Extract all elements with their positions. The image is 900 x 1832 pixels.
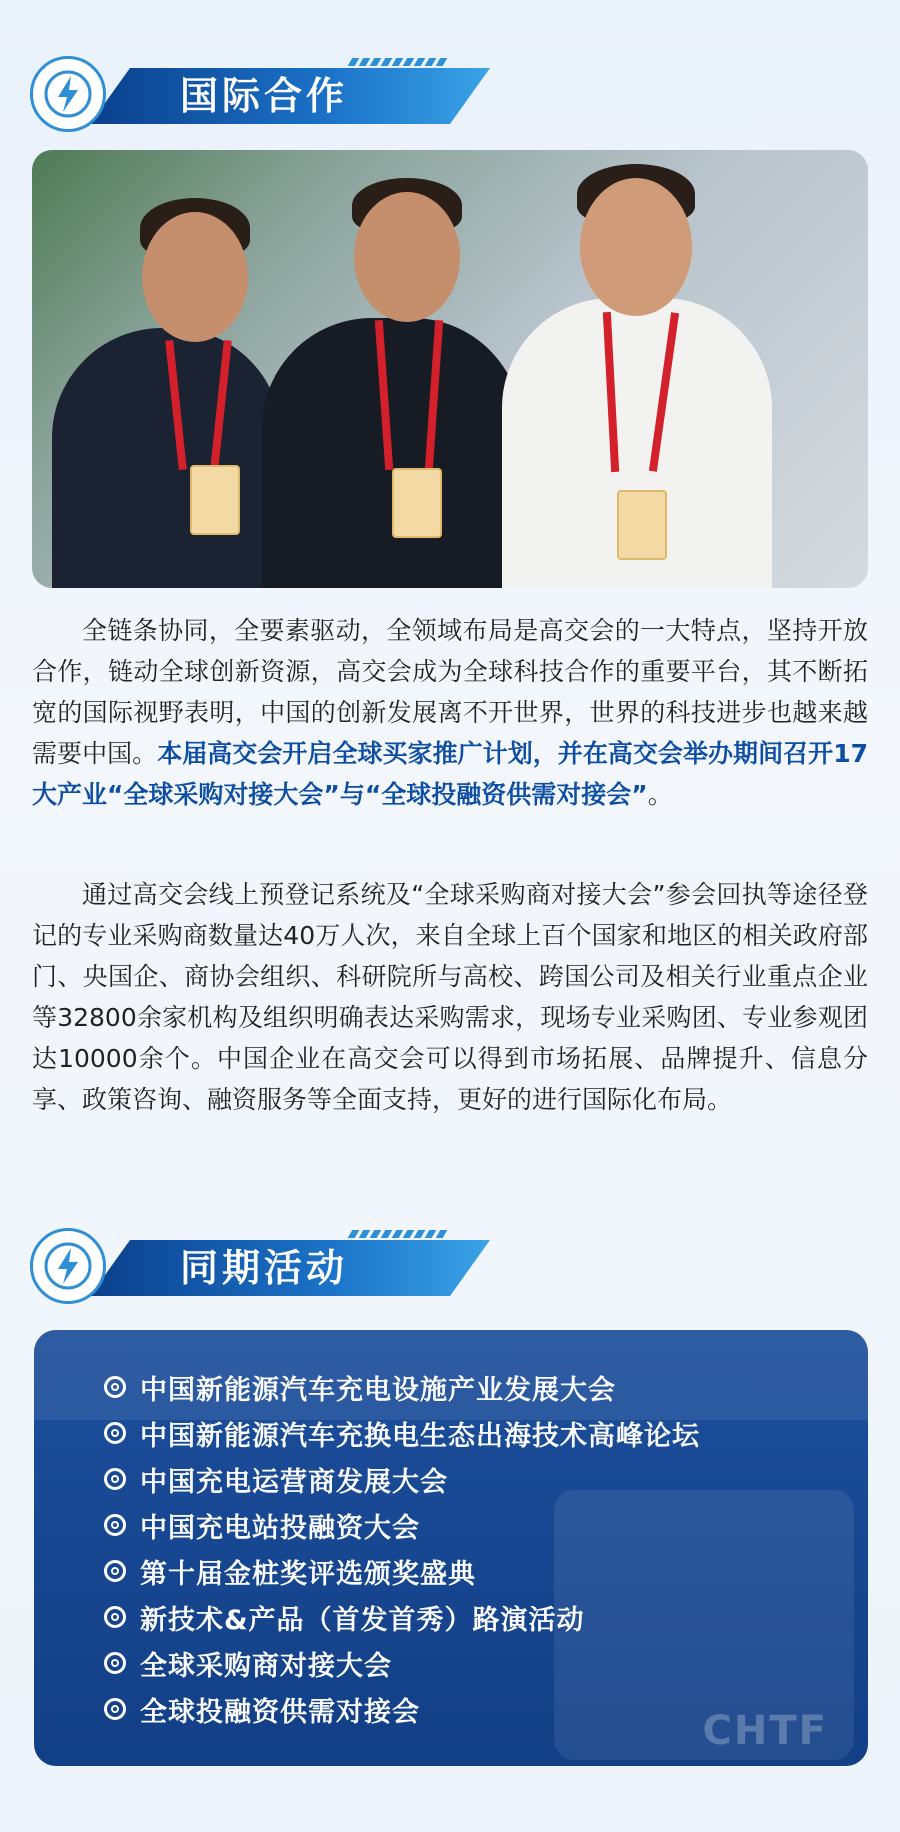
lightning-plug-icon <box>30 1228 106 1304</box>
circle-bullet-icon <box>104 1422 126 1444</box>
section-title: 同期活动 <box>180 1246 349 1290</box>
list-item: 中国新能源汽车充换电生态出海技术高峰论坛 <box>104 1410 700 1456</box>
paragraph-text: 全链条协同，全要素驱动，全领域布局是高交会的一大特点，坚持开放合作，链动全球创新资源，高交会成为全球科技合作的重要平台，其不断拓宽的国际视野表明，中国的创新发展离不开世界，世界的科技进步也越来越需要中国。 <box>32 616 868 768</box>
section-header-concurrent-events <box>30 1228 470 1308</box>
lightning-plug-icon <box>30 56 106 132</box>
list-item: 全球投融资供需对接会 <box>104 1686 700 1732</box>
attendees-photo <box>32 150 868 588</box>
circle-bullet-icon <box>104 1514 126 1536</box>
list-item: 第十届金桩奖评选颁奖盛典 <box>104 1548 700 1594</box>
list-item: 中国充电站投融资大会 <box>104 1502 700 1548</box>
circle-bullet-icon <box>104 1606 126 1628</box>
paragraph-end: 。 <box>647 780 673 809</box>
circle-bullet-icon <box>104 1652 126 1674</box>
circle-bullet-icon <box>104 1698 126 1720</box>
paragraph-highlight: 本届高交会开启全球买家推广计划，并在高交会举办期间召开17大产业“全球采购对接大会”与“全球投融资供需对接会” <box>32 739 868 809</box>
events-panel <box>34 1330 868 1766</box>
circle-bullet-icon <box>104 1468 126 1490</box>
header-stripes <box>350 1230 445 1238</box>
paragraph-international-cooperation <box>32 610 868 815</box>
circle-bullet-icon <box>104 1376 126 1398</box>
section-header-international <box>30 56 470 136</box>
list-item: 新技术&产品（首发首秀）路演活动 <box>104 1594 700 1640</box>
header-stripes <box>350 58 445 66</box>
circle-bullet-icon <box>104 1560 126 1582</box>
list-item: 全球采购商对接大会 <box>104 1640 700 1686</box>
events-list <box>104 1364 700 1732</box>
list-item: 中国充电运营商发展大会 <box>104 1456 700 1502</box>
paragraph-buyers: 通过高交会线上预登记系统及“全球采购商对接大会”参会回执等途径登记的专业采购商数量达40万人次，来自全球上百个国家和地区的相关政府部门、央国企、商协会组织、科研院所与高校、跨国公司及相关行业重点企业等32800余家机构及组织明确表达采购需求，现场专业采购团、专业参观团达10000余个。中国企业在高交会可以得到市场拓展、品牌提升、信息分享、政策咨询、融资服务等全面支持，更好的进行国际化布局。 <box>32 880 868 1114</box>
list-item: 中国新能源汽车充电设施产业发展大会 <box>104 1364 700 1410</box>
chtf-watermark: CHTF <box>702 1708 828 1754</box>
section-title: 国际合作 <box>180 74 349 118</box>
